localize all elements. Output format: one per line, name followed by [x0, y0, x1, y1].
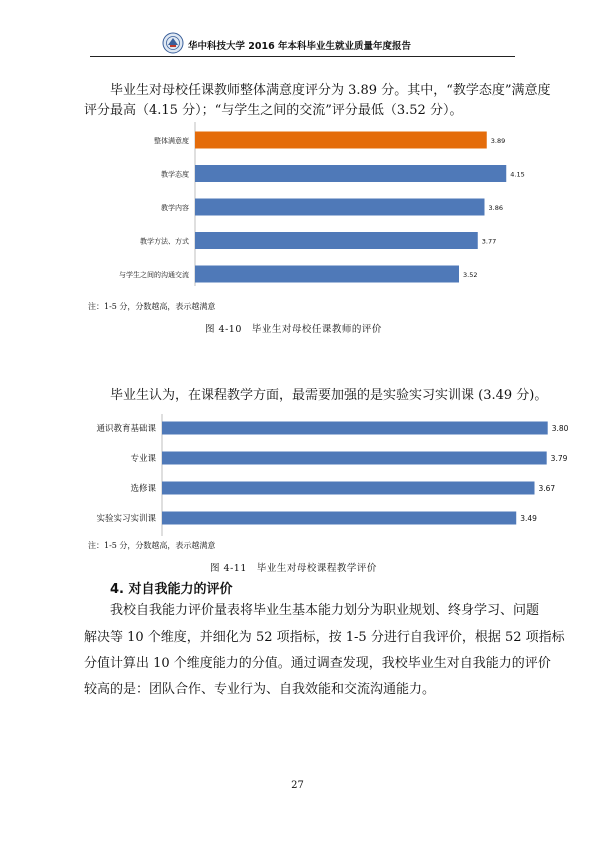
figure2-note: 注：1-5 分，分数越高，表示越满意 [88, 541, 216, 550]
category-label: 选修课 [130, 484, 156, 494]
intro1-line2: 评分最高（4.15 分）；“与学生之间的交流”评分最低（3.52 分）。 [84, 103, 463, 118]
value-label: 3.89 [490, 137, 506, 145]
bar [162, 452, 547, 465]
category-label: 教学内容 [161, 204, 189, 212]
bar [195, 199, 485, 216]
value-label: 3.67 [538, 484, 556, 493]
intro1-line1: 毕业生对母校任课教师整体满意度评分为 3.89 分。其中，“教学态度”满意度 [110, 83, 551, 98]
bar [162, 482, 535, 495]
bar [195, 232, 478, 249]
bar [162, 422, 548, 435]
bar [195, 165, 506, 182]
figure1-note: 注：1-5 分，分数越高，表示越满意 [88, 302, 216, 311]
section4-line3: 分值计算出 10 个维度能力的分值。通过调查发现，我校毕业生对自我能力的评价 [84, 656, 551, 671]
category-label: 实验实习实训课 [96, 514, 156, 524]
category-label: 专业课 [130, 454, 156, 464]
chart-course-evaluation [85, 412, 569, 538]
bar [162, 512, 516, 525]
value-label: 3.86 [488, 204, 503, 212]
value-label: 4.15 [510, 170, 525, 179]
category-label: 整体满意度 [154, 137, 189, 145]
bar [195, 266, 459, 283]
section4-line1: 我校自我能力评价量表将毕业生基本能力划分为职业规划、终身学习、问题 [110, 603, 540, 618]
figure1-caption: 图 4-10 毕业生对母校任课教师的评价 [205, 324, 382, 335]
value-label: 3.77 [481, 237, 497, 246]
figure2-caption: 图 4-11 毕业生对母校课程教学评价 [210, 563, 377, 574]
value-label: 3.80 [551, 424, 569, 433]
chart-teacher-evaluation [88, 120, 525, 288]
header-title: 华中科技大学 2016 年本科毕业生就业质量年度报告 [188, 41, 412, 52]
page-header [90, 30, 515, 57]
value-label: 3.79 [550, 454, 568, 463]
category-label: 教学方法、方式 [140, 237, 189, 246]
intro2-line1: 毕业生认为，在课程教学方面，最需要加强的是实验实习实训课 (3.49 分)。 [110, 388, 548, 403]
university-logo [162, 32, 184, 54]
category-label: 与学生之间的沟通交流 [119, 271, 189, 279]
section-heading: 4. 对自我能力的评价 [110, 582, 233, 597]
category-label: 教学态度 [161, 170, 189, 179]
page-number: 27 [291, 780, 304, 791]
section4-line2: 解决等 10 个维度，并细化为 52 项指标，按 1-5 分进行自我评价，根据 52 项指标 [84, 630, 565, 645]
value-label: 3.52 [463, 271, 478, 279]
value-label: 3.49 [520, 514, 537, 523]
category-label: 通识教育基础课 [96, 424, 156, 434]
section4-line4: 较高的是：团队合作、专业行为、自我效能和交流沟通能力。 [84, 682, 436, 697]
bar [195, 132, 487, 149]
